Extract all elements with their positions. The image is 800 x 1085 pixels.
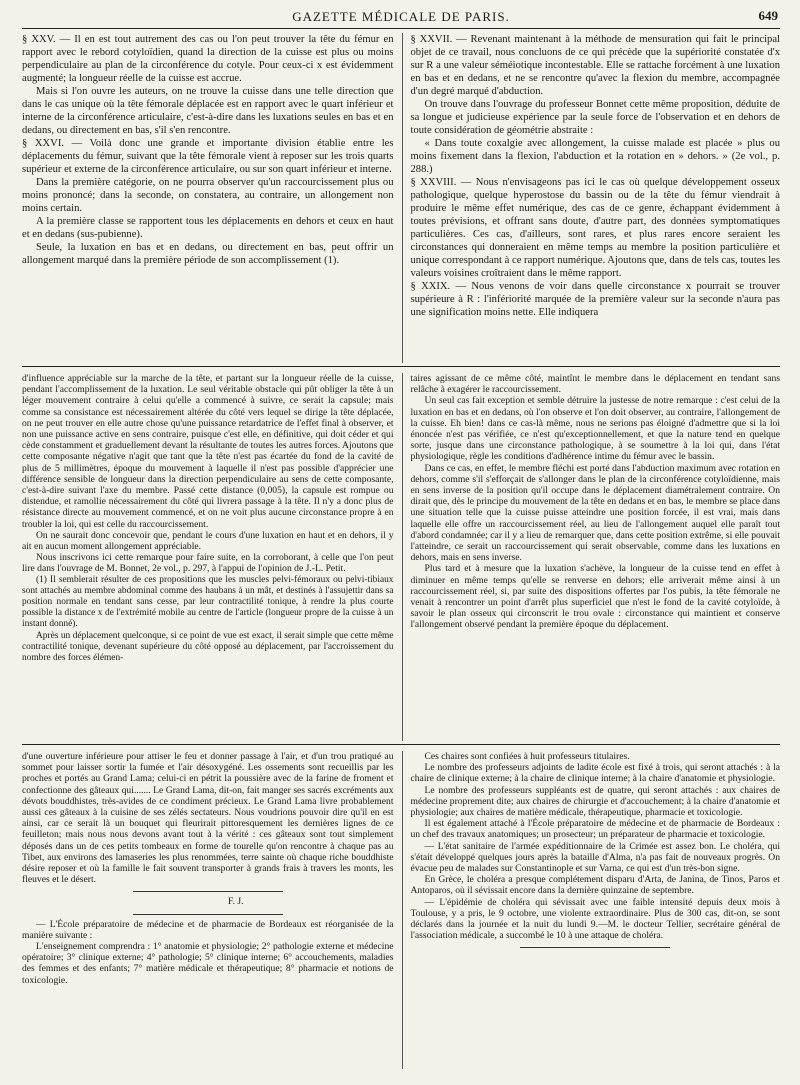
paragraph: On ne saurait donc concevoir que, pendant le cours d'une luxation en haut et en dehors, il y ait en aucun moment allongement appréciable. [22,529,394,553]
paragraph: Dans la première catégorie, on ne pourra observer qu'un raccourcissement plus ou moins prononcé; dans la seconde, on constatera, au contraire, un allongement non moins certain. [22,177,394,214]
feuilleton-and-news-section [22,751,780,1069]
signature: F. J. [228,896,244,908]
article-bottom-left-column [22,373,402,741]
paragraph: A la première classe se rapportent tous les déplacements en dehors et ceux en haut et en dedans (sus-pubienne). [22,216,394,240]
footnote: (1) Il semblerait résulter de ces propositions que les muscles pelvi-fémoraux ou pelvi-tibiaux sont attachés au membre abdominal comme des haubans à un mât, et destinés à l'assujettir dans sa position normale en tendant sans cesse, par leur contractilité tonique, à rendre la plus courte possible la distance x de l'extrémité mobile au centre de l'article (longueur propre de la cuisse à un instant donné). [22,574,394,630]
feuilleton-divider [22,744,780,745]
news-paragraph: L'enseignement comprendra : 1° anatomie et physiologie; 2° pathologie externe et médecine opératoire; 3° clinique externe; 4° pathologie; 5° clinique interne; 6° accouchements, maladies des femmes et des enfants; 7° matière médicale et thérapeutique; 8° pharmacie et notions de toxicologie. [22,941,394,986]
article-bottom-section [22,373,780,741]
paragraph: Nous inscrivons ici cette remarque pour faire suite, en la corroborant, à celle que l'on peut lire dans l'ouvrage de M. Bonnet, 2e vol., p. 297, à l'appui de l'opinion de J.-L. Petit. [22,552,394,575]
paragraph-xxvii: § XXVII. — Revenant maintenant à la méthode de mensuration qui fait le principal objet de ce travail, nous concluons de ce qui précède que la supériorité constatée d'x sur R a une valeur séméiotique incontestable. Elle se rattache forcément à une luxation en bas et en dedans, et ne se rencontre qu'avec la flexion du membre, accompagnée d'un degré marqué d'abduction. [410,34,780,97]
news-paragraph: Ces chaires sont confiées à huit professeurs titulaires. [424,751,630,762]
paragraph: Seule, la luxation en bas et en dedans, ou directement en bas, peut offrir un allongement marqué dans la première période de son accomplissement (1). [22,242,394,266]
paragraph-xxv: § XXV. — Il en est tout autrement des cas ou l'on peut trouver la tête du fémur en rapport avec le rebord cotyloïdien, quand la direction de la cuisse est plus ou moins perpendiculaire au plan de la circonférence du cotyle. Pour ceux-ci x est évidemment augmenté; la longueur réelle de la cuisse est accrue. [22,34,394,84]
feuilleton-left-column [22,751,402,1069]
paragraph-xxviii: § XXVIII. — Nous n'envisageons pas ici le cas où quelque développement osseux pathologique, quelque hyperostose du bassin ou de la tête du fémur viendrait à produire le même effet numérique, des cas de ce genre, échappant évidemment à toutes prévisions, et offrant sans doute, d'autre part, des données symptomatiques particulières. Ces cas, d'ailleurs, sont rares, et plus rares encore seraient les circonstances qui donneraient en même temps au membre la position particulière et unique correspondant à ce rapport numérique. Ajoutons que, dans de tels cas, toutes les valeurs voisines croîtraient dans le même rapport. [410,177,780,279]
news-paragraph: En Grèce, le choléra a presque complétement disparu d'Arta, de Janina, de Tinos, Paros et Antoparos, où il sévissait encore dans la dernière quinzaine de septembre. [410,874,780,897]
page-header [22,6,780,29]
feuilleton-paragraph: d'une ouverture inférieure pour attiser le feu et donner passage à l'air, et d'un trou pratiqué au sommet pour laisser sortir la fumée et l'air désoxygéné. Les ossements sont recueillis par les proches et portés au Grand Lama; celui-ci en pétrit la poussière avec de la farine de froment et confectionne des gâteaux qui....... Le Grand Lama, dit-on, fait manger ses sacrés excréments aux dévots bouddhistes, très-avides de ce condiment précieux. Le Grand Lama livre probablement aussi ces gâteaux à la cuisine de ses zélés sectateurs. Nous voudrions pouvoir dire qu'il en est ainsi, car ce serait là un bouquet qui fleurirait pittoresquement les dernières lignes de ce feuilleton; mais nous nous devons avant tout à la vérité : ces gâteaux sont tout simplement déposés dans un de ces petits tombeaux en forme de tourelle qu'on rencontre à chaque pas au Tibet, aux environs des lamaseries les plus renommées, terre sainte où chaque riche bouddhiste désire reposer et où la famille le fait souvent transporter à grands frais à travers les monts, les fleuves et le désert. [22,751,394,886]
paragraph: Un seul cas fait exception et semble détruire la justesse de notre remarque : c'est celui de la luxation en bas et en dedans, où l'on observe et l'on doit observer, au contraire, l'allongement de la cuisse. Eh bien! dans ce cas-là même, nous ne serions pas éloigné d'admettre que si la loi énoncée n'est pas vérifiée, ce n'est qu'exceptionnellement, et que la nature tend en quelque sorte, jusque dans une circonstance pathologique, à se soumettre à la loi qui, dans l'état physiologique, règle les conditions d'adhérence intime du fémur avec le bassin. [410,395,780,463]
article-top-section [22,33,780,363]
news-paragraph: Il est également attaché à l'École préparatoire de médecine et de pharmacie de Bordeaux : un chef des travaux anatomiques; un prosecteur; un préparateur de pharmacie et toxicologie. [410,818,780,841]
page-number: 649 [758,8,778,23]
news-paragraph: — L'épidémie de choléra qui sévissait avec une faible intensité depuis deux mois à Toulouse, y a pris, le 9 octobre, une violente extraordinaire. Plus de 300 cas, dit-on, se sont déclarés dans la journée et la nuit du lundi 9.—M. le docteur Tellier, secrétaire général de l'association médicale, a succombé le 10 à une attaque de choléra. [410,896,780,942]
newspaper-page [22,6,780,1082]
journal-title: GAZETTE MÉDICALE DE PARIS. [292,9,510,24]
short-rule [133,891,283,892]
article-bottom-right-column [402,373,781,741]
paragraph-xxvi: § XXVI. — Voilà donc une grande et importante division établie entre les déplacements du fémur, suivant que la tête fémorale vient à reposer sur les trois quarts supérieur et externe de la circonférence articulaire, ou sur son quart inférieur et interne. [22,138,394,175]
short-rule [133,914,283,915]
paragraph-xxix: § XXIX. — Nous venons de voir dans quelle circonstance x pourrait se trouver supérieure à R : l'infériorité marquée de la première valeur sur la seconde n'aura pas une signification moins nette. Elle indiquera [410,281,780,318]
short-rule [520,947,670,948]
quotation: « Dans toute coxalgie avec allongement, la cuisse malade est placée » plus ou moins fixement dans la flexion, l'abduction et la rotation en » dehors. » (2e vol., p. 288.) [410,138,780,175]
news-paragraph: Le nombre des professeurs suppléants est de quatre, qui seront attachés : aux chaires de médecine proprement dite; aux chaires de chirurgie et d'accouchement; à la chaire d'anatomie et physiologie; aux chaires de matière médicale, thérapeutique, pharmacie et toxicologie. [410,784,780,819]
news-paragraph: — L'état sanitaire de l'armée expéditionnaire de la Crimée est assez bon. Le choléra, qui s'était développé quelques jours après la bataille d'Alma, n'a pas fait de nouveaux progrès. On évacue peu de malades sur Constantinople et sur Varna, ce qui est d'un très-bon signe. [410,840,780,875]
footnote: Après un déplacement quelconque, si ce point de vue est exact, il serait simple que cette même contractilité tonique, devenant supérieure du côté opposé au déplacement, par l'accroissement du nombre des forces élémen- [22,630,394,664]
paragraph: Plus tard et à mesure que la luxation s'achève, la longueur de la cuisse tend en effet à diminuer en même temps qu'elle se renverse en dehors; elle arriverait même ainsi à un raccourcissement réel, si, par suite des dispositions offertes par l'os pubis, la tête fémorale ne venait à rencontrer un point d'arrêt plus superficiel que n'est le fond de la cavité cotyloïde, à savoir le plan osseux qui circonscrit le trou ovale : circonstance qui maintient et conserve l'allongement observé pendant la première époque du déplacement. [410,563,780,631]
section-divider [22,366,780,367]
article-top-right-column [402,33,781,363]
news-paragraph: — L'École préparatoire de médecine et de pharmacie de Bordeaux est réorganisée de la manière suivante : [22,918,394,941]
paragraph: taires agissant de ce même côté, maintînt le membre dans le déplacement en tendant sans relâche à exagérer le raccourcissement. [410,373,780,396]
news-paragraph: Le nombre des professeurs adjoints de ladite école est fixé à trois, qui seront attachés : à la chaire de clinique externe; à la chaire de clinique interne; à la chaire d'anatomie et physiologie. [410,762,780,785]
paragraph: On trouve dans l'ouvrage du professeur Bonnet cette même proposition, déduite de sa longue et judicieuse expérience par la seule force de l'observation et en dehors de toute considération de géométrie abstraite : [410,99,780,136]
article-top-left-column [22,33,402,363]
paragraph: Dans ce cas, en effet, le membre fléchi est porté dans l'abduction maximum avec rotation en dehors, comme s'il s'efforçait de s'allonger dans le plan de la circonférence cotyloïdienne, mais en sens inverse de la position qu'il occupe dans le déplacement diamétralement contraire. On dirait que, dès le principe du mouvement de la tête en dedans et en bas, le membre se place dans une situation telle que la cuisse puisse atteindre une position forcée, il est vrai, mais dans laquelle elle offre un raccourcissement réel, au lieu de l'allongement auquel elle paraît tout d'abord condamnée; car il y a lieu de remarquer que, dans cette position extrême, si elle pouvait l'atteindre, ce serait un raccourcissement qui serait observable, comme dans les luxations en dehors, mais en sens inverse. [410,462,780,564]
news-right-column [402,751,781,1069]
paragraph: Mais si l'on ouvre les auteurs, on ne trouve la cuisse dans une telle direction que dans le cas unique où la tête fémorale déplacée est en rapport avec le quart inférieur et interne de la circonférence articulaire, c'est-à-dire dans les luxations seules en bas et en dedans, ou directement en bas, s'il s'en rencontre. [22,86,394,136]
paragraph: d'influence appréciable sur la marche de la tête, et partant sur la longueur réelle de la cuisse, pendant l'accomplissement de la luxation. Le seul véritable obstacle qui pût obliger la tête à un léger mouvement contraire à celui qu'elle a commencé à suivre, ce serait la capsule; mais comme sa consistance est nécessairement altérée du côté vers lequel se dirige la tête déplacée, on ne peut trouver en elle autre chose qu'une puissance retardatrice de l'effet final à observer, et non une puissance active en sens contraire, puisque c'est elle, en définitive, qui doit céder et qui cède constamment et graduellement devant la résultante de toutes les autres forces. Ajoutons que cette composante négative n'agit que tant que la tête n'est pas écartée du fond de la cavité de plus de 5 millimètres, époque du mouvement à laquelle il n'est pas possible d'apprécier une différence sensible de longueur dans la direction perpendiculaire au sens de cette composante, c'est-à-dire suivant l'axe du membre. Passé cette distance (0,005), la capsule est rompue ou distendue, et ramollie nécessairement du côté qui livrera passage à la tête. Il n'y a donc plus de résistance directe au mouvement commencé, et on ne voit plus aucune circonstance propre à en troubler la loi, qui est celle du raccourcissement. [22,373,394,530]
